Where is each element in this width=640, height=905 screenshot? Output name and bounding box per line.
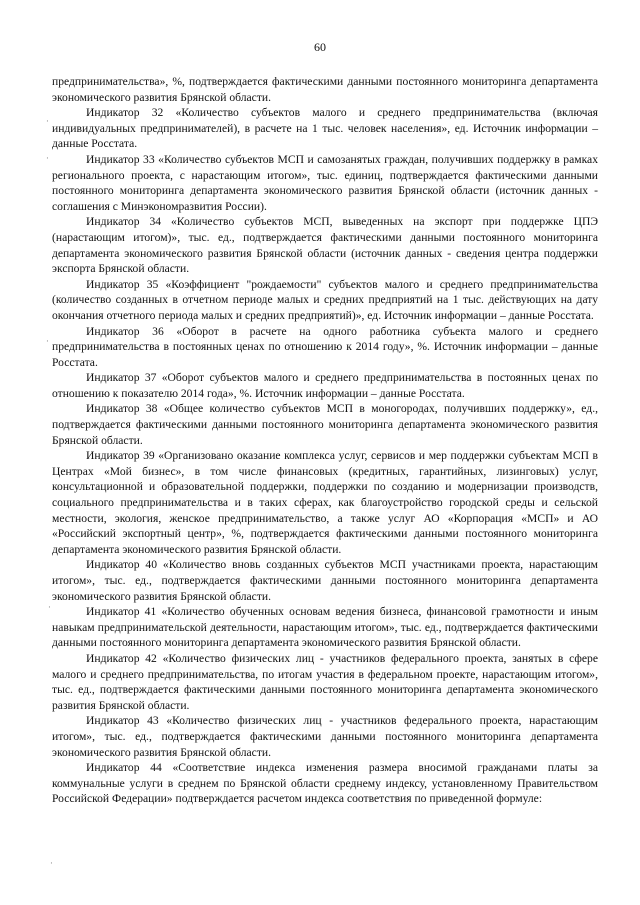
- paragraph-indicator-44: Индикатор 44 «Соответствие индекса изменения размера вносимой гражданами платы за коммунальные услуги в среднем по Брянской области среднему индексу, установленному Правительством Российской Федерации» подтверждается расчетом индекса соответствия по приведенной формуле:: [52, 761, 598, 806]
- scan-speck: ·: [50, 859, 53, 869]
- paragraph-indicator-41: Индикатор 41 «Количество обученных основам ведения бизнеса, финансовой грамотности и иным навыкам предпринимательской деятельности, нарастающим итогом», тыс. ед., подтверждается фактическими данными постоянного мониторинга департамента экономического развития Брянской области.: [52, 605, 598, 650]
- scan-speck: ·: [46, 117, 49, 127]
- scan-speck: ·: [48, 603, 51, 613]
- paragraph-continuation: предпринимательства», %, подтверждается фактическими данными постоянного мониторинга департамента экономического развития Брянской области.: [52, 75, 598, 104]
- paragraph-indicator-43: Индикатор 43 «Количество физических лиц - участников федерального проекта, нарастающим итогом», тыс. ед., подтверждается фактическими данными постоянного мониторинга департамента экономического развития Брянской области.: [52, 714, 598, 759]
- scan-speck: ·: [46, 337, 49, 347]
- scan-speck: ·: [46, 154, 49, 164]
- paragraph-indicator-35: Индикатор 35 «Коэффициент "рождаемости" субъектов малого и среднего предпринимательства (количество созданных в отчетном периоде малых и средних предприятий на 1 тыс. действующих на дату окончания отчетного периода малых и средних предприятий)», ед. Источник информации – данные Росстата.: [52, 277, 598, 322]
- document-body: [52, 74, 598, 807]
- paragraph-indicator-37: Индикатор 37 «Оборот субъектов малого и среднего предпринимательства в постоянных ценах по отношению к показателю 2014 года», %. Источник информации – данные Росстата.: [52, 371, 598, 400]
- paragraph-indicator-32: Индикатор 32 «Количество субъектов малого и среднего предпринимательства (включая индивидуальных предпринимателей), в расчете на 1 тыс. человек населения», ед. Источник информации – данные Росстата.: [52, 106, 598, 151]
- paragraph-indicator-39: Индикатор 39 «Организовано оказание комплекса услуг, сервисов и мер поддержки субъектам МСП в Центрах «Мой бизнес», в том числе финансовых (кредитных, гарантийных, лизинговых) услуг, консультационной и образовательной поддержки, поддержки по созданию и модернизации производств, социального предпринимательства и в таких сферах, как благоустройство городской среды и сельской местности, экология, женское предпринимательство, а также услуг АО «Корпорация «МСП» и АО «Российский экспортный центр», %, подтверждается фактическими данными постоянного мониторинга департамента экономического развития Брянской области.: [52, 449, 598, 556]
- page-number: 60: [314, 40, 326, 54]
- paragraph-indicator-33: Индикатор 33 «Количество субъектов МСП и самозанятых граждан, получивших поддержку в рамках регионального проекта, с нарастающим итогом», тыс. единиц, подтверждается фактическими данными постоянного мониторинга департамента экономического развития Брянской области (источник данных - соглашения с Минэкономразвития России).: [52, 152, 598, 213]
- paragraph-indicator-34: Индикатор 34 «Количество субъектов МСП, выведенных на экспорт при поддержке ЦПЭ (нарастающим итогом)», тыс. ед., подтверждается фактическими данными постоянного мониторинга департамента экономического развития Брянской области (источник данных - сведения центра поддержки экспорта Брянской области.: [52, 215, 598, 276]
- paragraph-indicator-40: Индикатор 40 «Количество вновь созданных субъектов МСП участниками проекта, нарастающим итогом», тыс. ед., подтверждается фактическими данными постоянного мониторинга департамента экономического развития Брянской области.: [52, 558, 598, 603]
- paragraph-indicator-42: Индикатор 42 «Количество физических лиц - участников федерального проекта, занятых в сфере малого и среднего предпринимательства, по итогам участия в федеральном проекте, нарастающим итогом», тыс. ед., подтверждается фактическими данными постоянного мониторинга департамента экономического развития Брянской области.: [52, 651, 598, 712]
- paragraph-indicator-38: Индикатор 38 «Общее количество субъектов МСП в моногородах, получивших поддержку», ед., подтверждается фактическими данными постоянного мониторинга департамента экономического развития Брянской области.: [52, 402, 598, 447]
- paragraph-indicator-36: Индикатор 36 «Оборот в расчете на одного работника субъекта малого и среднего предпринимательства в постоянных ценах по отношению к 2014 году», %. Источник информации – данные Росстата.: [52, 324, 598, 369]
